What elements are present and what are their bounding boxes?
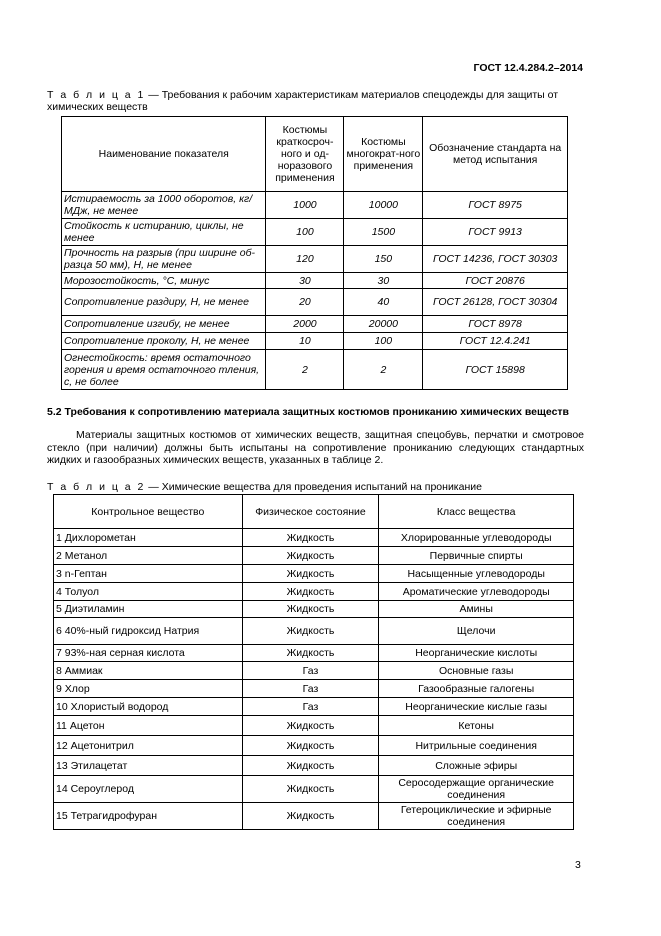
row-state: Жидкость bbox=[242, 601, 379, 618]
row-multi: 2 bbox=[344, 350, 423, 390]
table-row bbox=[62, 316, 568, 333]
table2-caption-label: Т а б л и ц а 2 bbox=[47, 481, 146, 493]
table2-header-substance: Контрольное вещество bbox=[54, 495, 243, 529]
row-short: 20 bbox=[266, 289, 344, 316]
row-short: 10 bbox=[266, 333, 344, 350]
table-row bbox=[54, 547, 574, 565]
table1-header-standard: Обозначение стандарта на метод испытания bbox=[423, 117, 568, 192]
row-state: Жидкость bbox=[242, 803, 379, 830]
row-class: Серосодержащие органические соединения bbox=[379, 776, 574, 803]
row-class: Амины bbox=[379, 601, 574, 618]
row-substance: 10 Хлористый водород bbox=[54, 698, 243, 716]
row-standard: ГОСТ 8978 bbox=[423, 316, 568, 333]
row-class: Газообразные галогены bbox=[379, 680, 574, 698]
table-row bbox=[54, 680, 574, 698]
row-class: Кетоны bbox=[379, 716, 574, 736]
table2-caption bbox=[47, 481, 584, 493]
row-standard: ГОСТ 9913 bbox=[423, 219, 568, 246]
table-row bbox=[54, 645, 574, 662]
table2-header-state: Физическое состояние bbox=[242, 495, 379, 529]
row-state: Жидкость bbox=[242, 645, 379, 662]
row-substance: 9 Хлор bbox=[54, 680, 243, 698]
table2-header-class: Класс вещества bbox=[379, 495, 574, 529]
row-class: Сложные эфиры bbox=[379, 756, 574, 776]
row-class: Неорганические кислоты bbox=[379, 645, 574, 662]
row-class: Щелочи bbox=[379, 618, 574, 645]
row-state: Газ bbox=[242, 698, 379, 716]
row-class: Ароматические углеводороды bbox=[379, 583, 574, 601]
row-state: Жидкость bbox=[242, 618, 379, 645]
row-class: Гетероциклические и эфирные соединения bbox=[379, 803, 574, 830]
row-short: 100 bbox=[266, 219, 344, 246]
table-row bbox=[62, 350, 568, 390]
table-row bbox=[54, 803, 574, 830]
row-multi: 20000 bbox=[344, 316, 423, 333]
row-name: Морозостойкость, °С, минус bbox=[62, 273, 266, 289]
row-name: Истираемость за 1000 оборотов, кг/МДж, не менее bbox=[62, 192, 266, 219]
table-row bbox=[62, 273, 568, 289]
row-substance: 7 93%-ная серная кислота bbox=[54, 645, 243, 662]
row-state: Газ bbox=[242, 662, 379, 680]
table-row bbox=[54, 756, 574, 776]
row-standard: ГОСТ 20876 bbox=[423, 273, 568, 289]
row-standard: ГОСТ 12.4.241 bbox=[423, 333, 568, 350]
row-class: Неорганические кислые газы bbox=[379, 698, 574, 716]
row-standard: ГОСТ 14236, ГОСТ 30303 bbox=[423, 246, 568, 273]
table1-header-row bbox=[62, 117, 568, 192]
table-row bbox=[54, 776, 574, 803]
row-class: Хлорированные углеводороды bbox=[379, 529, 574, 547]
row-class: Первичные спирты bbox=[379, 547, 574, 565]
row-substance: 11 Ацетон bbox=[54, 716, 243, 736]
chemicals-table bbox=[53, 494, 574, 830]
row-name: Стойкость к истиранию, циклы, не менее bbox=[62, 219, 266, 246]
table-row bbox=[54, 601, 574, 618]
row-name: Прочность на разрыв (при ширине об-разца 50 мм), Н, не менее bbox=[62, 246, 266, 273]
row-substance: 15 Тетрагидрофуран bbox=[54, 803, 243, 830]
row-substance: 13 Этилацетат bbox=[54, 756, 243, 776]
table2-caption-text: — Химические вещества для проведения испытаний на проникание bbox=[145, 481, 482, 493]
row-short: 2000 bbox=[266, 316, 344, 333]
table1-caption-label: Т а б л и ц а 1 bbox=[47, 89, 146, 101]
page-number: 3 bbox=[575, 859, 581, 871]
table-row bbox=[62, 333, 568, 350]
row-state: Жидкость bbox=[242, 529, 379, 547]
table1-caption bbox=[47, 89, 584, 113]
table-row bbox=[54, 698, 574, 716]
row-state: Жидкость bbox=[242, 547, 379, 565]
table1-caption-text: — Требования к рабочим характеристикам материалов спецодежды для защиты от химических веществ bbox=[47, 89, 559, 113]
row-substance: 3 n-Гептан bbox=[54, 565, 243, 583]
table1-header-short: Костюмы краткосроч-ного и од-норазового применения bbox=[266, 117, 344, 192]
row-short: 30 bbox=[266, 273, 344, 289]
table-row bbox=[54, 618, 574, 645]
table-row bbox=[62, 192, 568, 219]
row-state: Газ bbox=[242, 680, 379, 698]
section-heading: 5.2 Требования к сопротивлению материала защитных костюмов прониканию химических веществ bbox=[47, 406, 570, 418]
table-row bbox=[54, 529, 574, 547]
row-substance: 14 Сероуглерод bbox=[54, 776, 243, 803]
table-row bbox=[54, 583, 574, 601]
document-header: ГОСТ 12.4.284.2–2014 bbox=[473, 62, 583, 74]
row-substance: 6 40%-ный гидроксид Натрия bbox=[54, 618, 243, 645]
row-multi: 1500 bbox=[344, 219, 423, 246]
row-substance: 4 Толуол bbox=[54, 583, 243, 601]
row-multi: 30 bbox=[344, 273, 423, 289]
table2-header-row bbox=[54, 495, 574, 529]
table1-header-multi: Костюмы многократ-ного применения bbox=[344, 117, 423, 192]
row-substance: 12 Ацетонитрил bbox=[54, 736, 243, 756]
row-state: Жидкость bbox=[242, 565, 379, 583]
row-state: Жидкость bbox=[242, 756, 379, 776]
row-standard: ГОСТ 8975 bbox=[423, 192, 568, 219]
row-standard: ГОСТ 15898 bbox=[423, 350, 568, 390]
row-substance: 5 Диэтиламин bbox=[54, 601, 243, 618]
row-substance: 8 Аммиак bbox=[54, 662, 243, 680]
row-name: Сопротивление проколу, Н, не менее bbox=[62, 333, 266, 350]
row-name: Сопротивление изгибу, не менее bbox=[62, 316, 266, 333]
row-name: Сопротивление раздиру, Н, не менее bbox=[62, 289, 266, 316]
table-row bbox=[54, 716, 574, 736]
table-row bbox=[62, 246, 568, 273]
row-state: Жидкость bbox=[242, 776, 379, 803]
row-short: 1000 bbox=[266, 192, 344, 219]
row-multi: 40 bbox=[344, 289, 423, 316]
requirements-table bbox=[61, 116, 568, 390]
section-paragraph: Материалы защитных костюмов от химических веществ, защитная спецобувь, перчатки и смотровое стекло (при наличии) должны быть испытаны на сопротивление прониканию следующих стандартных жидких и газообразных химических веществ, указанных в таблице 2. bbox=[47, 429, 584, 466]
row-short: 120 bbox=[266, 246, 344, 273]
row-substance: 1 Дихлорометан bbox=[54, 529, 243, 547]
table-row bbox=[54, 565, 574, 583]
row-class: Основные газы bbox=[379, 662, 574, 680]
row-substance: 2 Метанол bbox=[54, 547, 243, 565]
row-class: Нитрильные соединения bbox=[379, 736, 574, 756]
row-short: 2 bbox=[266, 350, 344, 390]
table1-header-name: Наименование показателя bbox=[62, 117, 266, 192]
row-class: Насыщенные углеводороды bbox=[379, 565, 574, 583]
row-multi: 100 bbox=[344, 333, 423, 350]
row-state: Жидкость bbox=[242, 716, 379, 736]
row-state: Жидкость bbox=[242, 736, 379, 756]
row-name: Огнестойкость: время остаточного горения и время остаточного тления, с, не более bbox=[62, 350, 266, 390]
row-multi: 10000 bbox=[344, 192, 423, 219]
row-multi: 150 bbox=[344, 246, 423, 273]
row-state: Жидкость bbox=[242, 583, 379, 601]
table-row bbox=[62, 289, 568, 316]
table-row bbox=[54, 736, 574, 756]
table-row bbox=[62, 219, 568, 246]
row-standard: ГОСТ 26128, ГОСТ 30304 bbox=[423, 289, 568, 316]
table-row bbox=[54, 662, 574, 680]
